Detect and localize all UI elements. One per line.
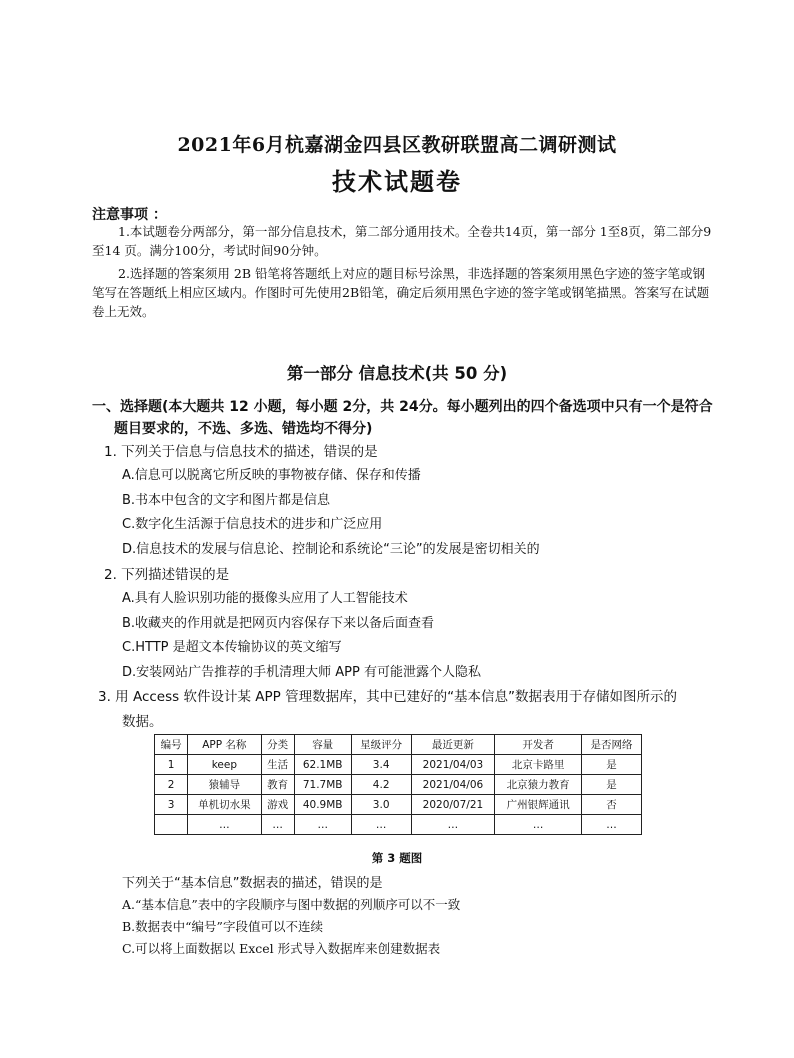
table-cell: 3 (155, 795, 188, 815)
exam-subtitle: 技术试题卷 (332, 167, 462, 196)
table-cell: keep (188, 755, 261, 775)
q1-stem: 1. 下列关于信息与信息技术的描述，错误的是 (104, 444, 378, 460)
section-line-1: 一、选择题(本大题共 12 小题，每小题 2分，共 24分。每小题列出的四个备选项中只有一个是符合 (92, 399, 713, 415)
q1-option-b: B.书本中包含的文字和图片都是信息 (122, 493, 331, 508)
table-cell: 2020/07/21 (411, 795, 495, 815)
table-cell: 猿辅导 (188, 775, 261, 795)
exam-title: 2021年6月杭嘉湖金四县区教研联盟高二调研测试 (177, 134, 617, 156)
table-cell: 71.7MB (294, 775, 351, 795)
table-cell: 4.2 (351, 775, 411, 795)
table-header-cell: 编号 (155, 735, 188, 755)
table-cell: 1 (155, 755, 188, 775)
q3-option-c: C.可以将上面数据以 Excel 形式导入数据库来创建数据表 (122, 941, 441, 956)
table-cell: 北京猿力教育 (495, 775, 582, 795)
notice-heading: 注意事项 ： (92, 207, 167, 223)
table-cell (155, 815, 188, 835)
table-cell: 40.9MB (294, 795, 351, 815)
notice-item-2: 2.选择题的答案须用 2B 铅笔将答题纸上对应的题目标号涂黑，非选择题的答案须用黑色字迹的签字笔或钢笔写在答题纸上相应区域内。作图时可先使用2B铅笔，确定后须用黑色字迹的签字笔或钢笔描黑。答案写在试题卷上无效。 (92, 266, 710, 319)
section-line-2: 题目要求的，不选、多选、错选均不得分) (114, 421, 373, 437)
q1-option-d: D.信息技术的发展与信息论、控制论和系统论“三论”的发展是密切相关的 (122, 542, 540, 557)
table-cell: 教育 (261, 775, 294, 795)
part1-title: 第一部分 信息技术(共 50 分) (286, 364, 508, 383)
table-header-cell: 容量 (294, 735, 351, 755)
table-cell: 62.1MB (294, 755, 351, 775)
table-cell: … (581, 815, 641, 835)
app-info-table (154, 734, 642, 835)
q3-stem-line-1: 3. 用 Access 软件设计某 APP 管理数据库，其中已建好的“基本信息”数据表用于存储如图所示的 (98, 689, 678, 705)
table-cell: 游戏 (261, 795, 294, 815)
table-cell: … (411, 815, 495, 835)
table-cell: 是 (581, 775, 641, 795)
table-cell: 否 (581, 795, 641, 815)
table-cell: 2021/04/03 (411, 755, 495, 775)
table-cell: … (188, 815, 261, 835)
table-cell: 3.0 (351, 795, 411, 815)
table-cell: 广州银辉通讯 (495, 795, 582, 815)
q1-option-c: C.数字化生活源于信息技术的进步和广泛应用 (122, 517, 383, 532)
table-cell: 2021/04/06 (411, 775, 495, 795)
table-cell: 单机切水果 (188, 795, 261, 815)
q3-sub-stem: 下列关于“基本信息”数据表的描述，错误的是 (122, 876, 383, 891)
table-row (155, 755, 642, 775)
table-header-cell: 星级评分 (351, 735, 411, 755)
q2-option-d: D.安装网站广告推荐的手机清理大师 APP 有可能泄露个人隐私 (122, 665, 481, 680)
q3-option-b: B.数据表中“编号”字段值可以不连续 (122, 919, 323, 934)
table-header-row (155, 735, 642, 755)
q3-stem-line-2: 数据。 (122, 714, 163, 730)
table-header-cell: 分类 (261, 735, 294, 755)
table-cell: … (351, 815, 411, 835)
q2-option-b: B.收藏夹的作用就是把网页内容保存下来以备后面查看 (122, 616, 435, 631)
table-row (155, 795, 642, 815)
table-cell: … (294, 815, 351, 835)
table-cell: … (495, 815, 582, 835)
table-header-cell: 最近更新 (411, 735, 495, 755)
table-header-cell: APP 名称 (188, 735, 261, 755)
q2-stem: 2. 下列描述错误的是 (104, 567, 230, 583)
section-instructions (92, 396, 720, 440)
table-caption: 第 3 题图 (371, 851, 423, 865)
table-header-cell: 开发者 (495, 735, 582, 755)
table-header-cell: 是否网络 (581, 735, 641, 755)
table-cell: 3.4 (351, 755, 411, 775)
table-row (155, 815, 642, 835)
table-row (155, 775, 642, 795)
q3-option-a: A.“基本信息”表中的字段顺序与图中数据的列顺序可以不一致 (122, 897, 461, 912)
q1-option-a: A.信息可以脱离它所反映的事物被存储、保存和传播 (122, 468, 421, 483)
notice-item-1: 1.本试题卷分两部分，第一部分信息技术，第二部分通用技术。全卷共14页，第一部分 1至8页，第二部分9至14 页。满分100分，考试时间90分钟。 (92, 224, 712, 258)
table-cell: 2 (155, 775, 188, 795)
table-cell: 北京卡路里 (495, 755, 582, 775)
table-cell: 生活 (261, 755, 294, 775)
q2-option-c: C.HTTP 是超文本传输协议的英文缩写 (122, 640, 342, 655)
table-cell: … (261, 815, 294, 835)
table-cell: 是 (581, 755, 641, 775)
q2-option-a: A.具有人脸识别功能的摄像头应用了人工智能技术 (122, 591, 408, 606)
